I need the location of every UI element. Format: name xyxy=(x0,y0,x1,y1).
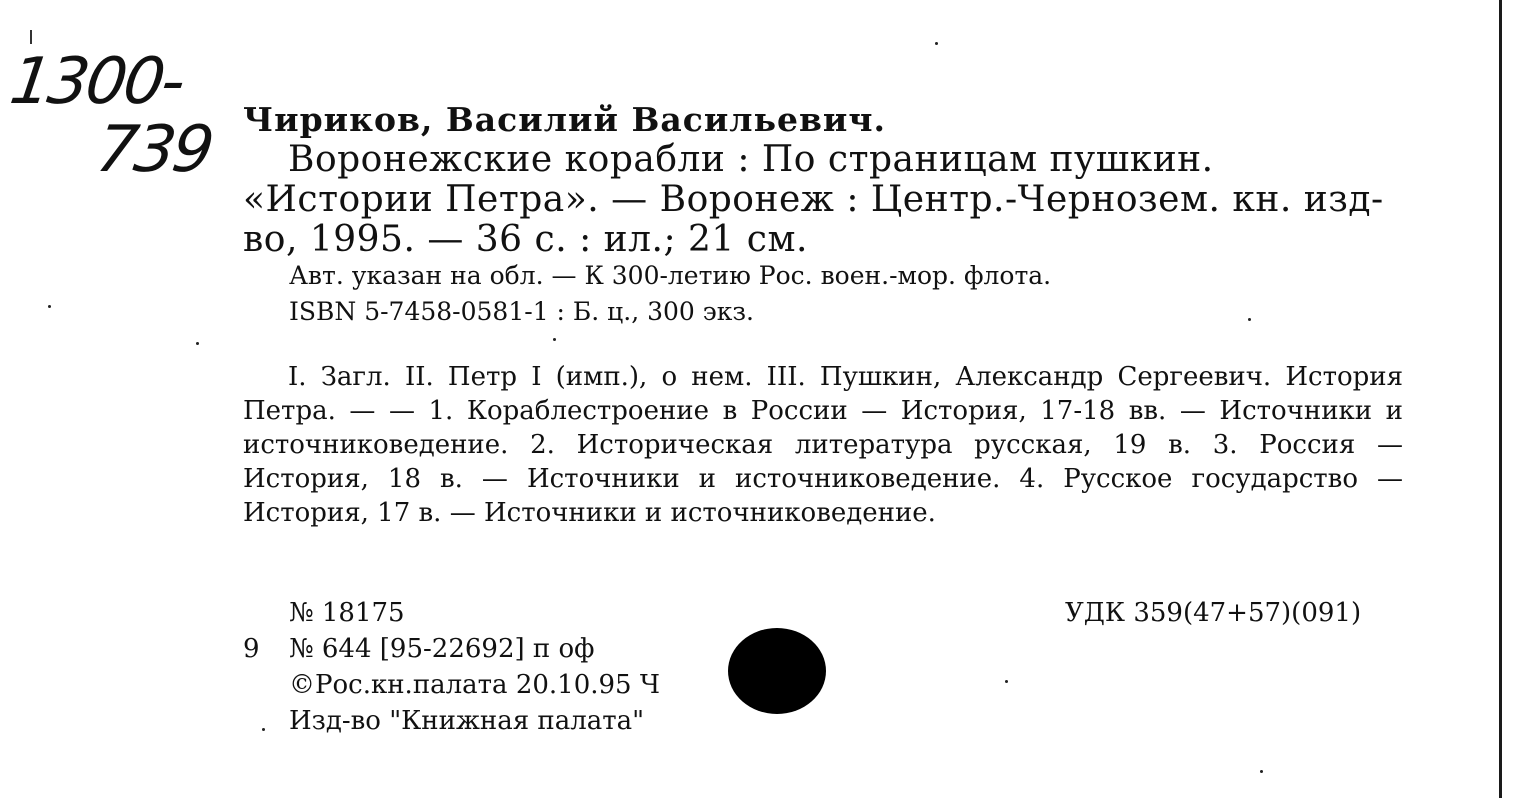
author-heading: Чириков, Василий Васильевич. xyxy=(243,100,887,139)
speck xyxy=(262,728,265,731)
isbn-line: ISBN 5-7458-0581-1 : Б. ц., 300 экз. xyxy=(289,297,754,326)
speck xyxy=(935,42,938,45)
author-note: Авт. указан на обл. — К 300-летию Рос. воен.-мор. флота. xyxy=(289,261,1052,290)
speck xyxy=(1005,680,1008,683)
speck xyxy=(1248,318,1251,321)
copyright-line: ©Рос.кн.палата 20.10.95 Ч xyxy=(289,670,660,700)
tracings-text: I. Загл. II. Петр I (имп.), о нем. III. Пушкин, Александр Сергеевич. История Петра. — — 1. Кораблестроение в России — История, 17-18 вв. — Источники и источниковедение. 2. Историческая литература русская, 19 в. 3. Россия — История, 18 в. — Источники и источниковедение. 4. Русское государство — История, 17 в. — Источники и источниковедение. xyxy=(243,362,1403,528)
ink-blot xyxy=(728,628,826,714)
publisher-line: Изд-во "Книжная палата" xyxy=(289,706,645,736)
footer-block xyxy=(289,595,660,739)
card-edge xyxy=(1499,0,1514,798)
prefix-number: 9 xyxy=(243,634,260,664)
speck xyxy=(553,338,556,341)
record-number: № 18175 xyxy=(289,598,405,628)
speck xyxy=(196,342,199,345)
udk-code: УДК 359(47+57)(091) xyxy=(1065,598,1362,628)
handwritten-shelfmark xyxy=(0,45,225,187)
speck xyxy=(1260,770,1263,773)
notes-block xyxy=(289,258,1051,330)
subject-tracings xyxy=(243,360,1403,530)
shelfmark-line-2: 739 xyxy=(92,113,216,187)
speck xyxy=(48,305,51,308)
title-statement: Воронежские корабли : По страницам пушкин. «Истории Петра». — Воронеж : Центр.-Чернозем. кн. изд-во, 1995. — 36 с. : ил.; 21 см. xyxy=(243,139,1384,260)
card-mark xyxy=(30,30,32,44)
order-line: № 644 [95-22692] п оф xyxy=(289,634,595,664)
bibliographic-description xyxy=(243,140,1403,260)
shelfmark-line-1: 1300- xyxy=(5,45,187,119)
